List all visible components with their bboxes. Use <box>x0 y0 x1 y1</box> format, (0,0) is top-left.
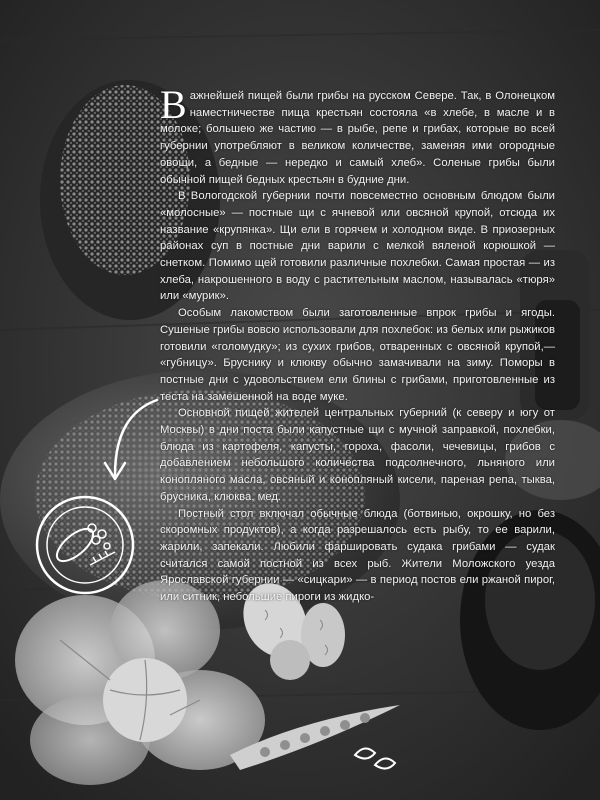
paragraph: В Вологодской губернии почти повсеместно основным блюдом были «молосные» — постные щи с ячневой или овсяной крупой, отсюда их название «крупянка». Щи ели в горячем и холодном виде. В приозерных районах суп в постные дни варили с мелкой вяленой корюшкой — снетком. Помимо щей готовили различные похлебки. Самая простая — из хлеба, накрошенного в воду с растительным маслом, называлась «тюря» или «мурик». <box>160 190 555 303</box>
paragraph: Основной пищей жителей центральных губерний (к северу и югу от Москвы) в дни поста были капустные щи с мучной заправкой, похлебки, блюда из картофеля, капусты, гороха, фасоли, чечевицы, грибов с добавлением небольшого количества подсолнечного, льняного или конопляного масла, овсяный и конопляный кисели, пареная репа, тыква, брусника, клюква, мед. <box>160 407 555 503</box>
paragraph: Особым лакомством были заготовленные впрок грибы и ягоды. Сушеные грибы вовсю использовали для похлебок: из белых или рыжиков готовили «голомудку»; из сухих грибов, отваренных с овсяной крупой,— «губницу». Бруснику и клюкву обычно замачивали на зиму. Поморы в постные дни с удовольствием ели блины с грибами, приготовленные из теста на замешенной на воде муке. <box>160 307 555 403</box>
article-text <box>160 82 555 606</box>
dish-doodle-icon <box>30 490 140 600</box>
arrow-doodle-icon <box>95 395 165 485</box>
beans-doodle-icon <box>350 740 400 775</box>
paragraph: Постный стол включал обычные блюда (ботвинью, окрошку, но без скоромных продуктов), а когда разрешалось есть рыбу, то ее варили, жарили, запекали. Любили фаршировать судака грибами — судак считался самой постной из всех рыб. Жители Моложского уезда Ярославской губернии — «сицкари» — в период постов ели ржаной пирог, или ситник, небольшие пироги из жидко- <box>160 507 555 604</box>
drop-cap: В <box>160 82 187 127</box>
paragraph: Важнейшей пищей были грибы на русском Севере. Так, в Олонецком наместничестве пища крестьян состояла «в хлебе, в масле и в молоке; большею же частию — в рыбе, репе и грибах, которые во всей губернии употребляют в великом количестве, заменяя ими огородные овощи, а бедные — нередко и самый хлеб». Соленые грибы были обычной пищей бедных крестьян в будние дни. <box>160 82 555 186</box>
